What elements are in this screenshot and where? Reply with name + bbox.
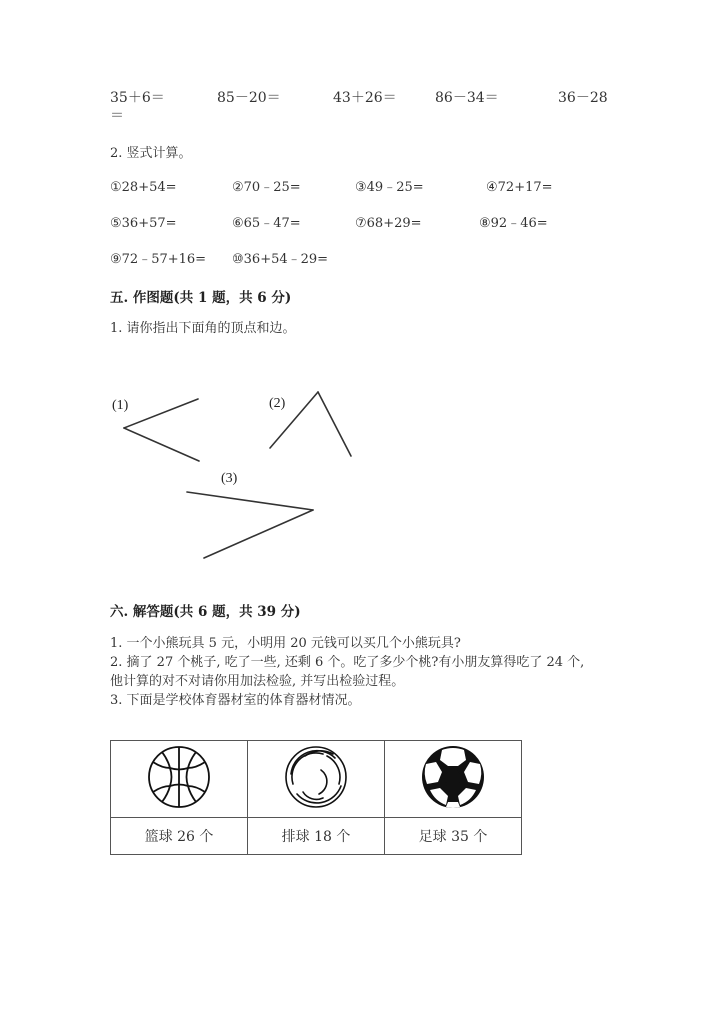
- equipment-label-row: [111, 818, 522, 855]
- angle-2: [270, 392, 351, 456]
- angle-1: [124, 399, 199, 461]
- equipment-cell-volleyball: [248, 741, 385, 818]
- question-1: 1. 一个小熊玩具 5 元，小明用 20 元钱可以买几个小熊玩具?: [110, 636, 461, 651]
- equipment-label-soccer: 足球 35 个: [385, 818, 522, 855]
- question-3: 3. 下面是学校体育器材室的体育器材情况。: [110, 693, 361, 708]
- vertical-calc-item: ⑤36+57=: [110, 216, 177, 231]
- vertical-calc-item: ⑧92﹣46=: [479, 216, 548, 231]
- section-6-heading: 六. 解答题(共 6 题，共 39 分): [110, 604, 301, 620]
- vertical-calc-item: ①28+54=: [110, 180, 177, 195]
- equipment-label-basketball: 篮球 26 个: [111, 818, 248, 855]
- volleyball-icon: [283, 744, 349, 810]
- vertical-calc-item: ③49﹣25=: [355, 180, 424, 195]
- oral-calc-item: 36－28: [558, 90, 608, 106]
- section-5-heading: 五. 作图题(共 1 题，共 6 分): [110, 290, 292, 306]
- vertical-calc-item: ⑦68+29=: [355, 216, 422, 231]
- equipment-cell-soccer: [385, 741, 522, 818]
- vertical-calc-title: 2. 竖式计算。: [110, 146, 192, 161]
- oral-calc-item: 86－34＝: [435, 90, 499, 106]
- vertical-calc-item: ⑨72﹣57+16=: [110, 252, 207, 267]
- question-2-line-1: 2. 摘了 27 个桃子, 吃了一些, 还剩 6 个。吃了多少个桃?有小朋友算得吃了 24 个,: [110, 655, 585, 670]
- angle-3-label: (3): [221, 471, 238, 486]
- question-2-line-2: 他计算的对不对请你用加法检验, 并写出检验过程。: [110, 674, 405, 689]
- vertical-calc-item: ②70﹣25=: [232, 180, 301, 195]
- equipment-image-row: [111, 741, 522, 818]
- vertical-calc-item: ⑩36+54﹣29=: [232, 252, 329, 267]
- vertical-calc-item: ⑥65﹣47=: [232, 216, 301, 231]
- angle-1-label: (1): [112, 398, 129, 413]
- oral-calc-wrap: ＝: [110, 108, 124, 124]
- vertical-calc-item: ④72+17=: [486, 180, 553, 195]
- equipment-label-volleyball: 排球 18 个: [248, 818, 385, 855]
- equipment-table: [110, 740, 522, 855]
- equipment-cell-basketball: [111, 741, 248, 818]
- oral-calc-item: 43＋26＝: [333, 90, 397, 106]
- angle-3: [187, 492, 313, 558]
- basketball-icon: [146, 744, 212, 810]
- oral-calc-item: 35＋6＝: [110, 90, 165, 106]
- angle-2-label: (2): [269, 396, 286, 411]
- section-5-question: 1. 请你指出下面角的顶点和边。: [110, 321, 296, 336]
- oral-calc-item: 85－20＝: [217, 90, 281, 106]
- soccer-ball-icon: [420, 744, 486, 810]
